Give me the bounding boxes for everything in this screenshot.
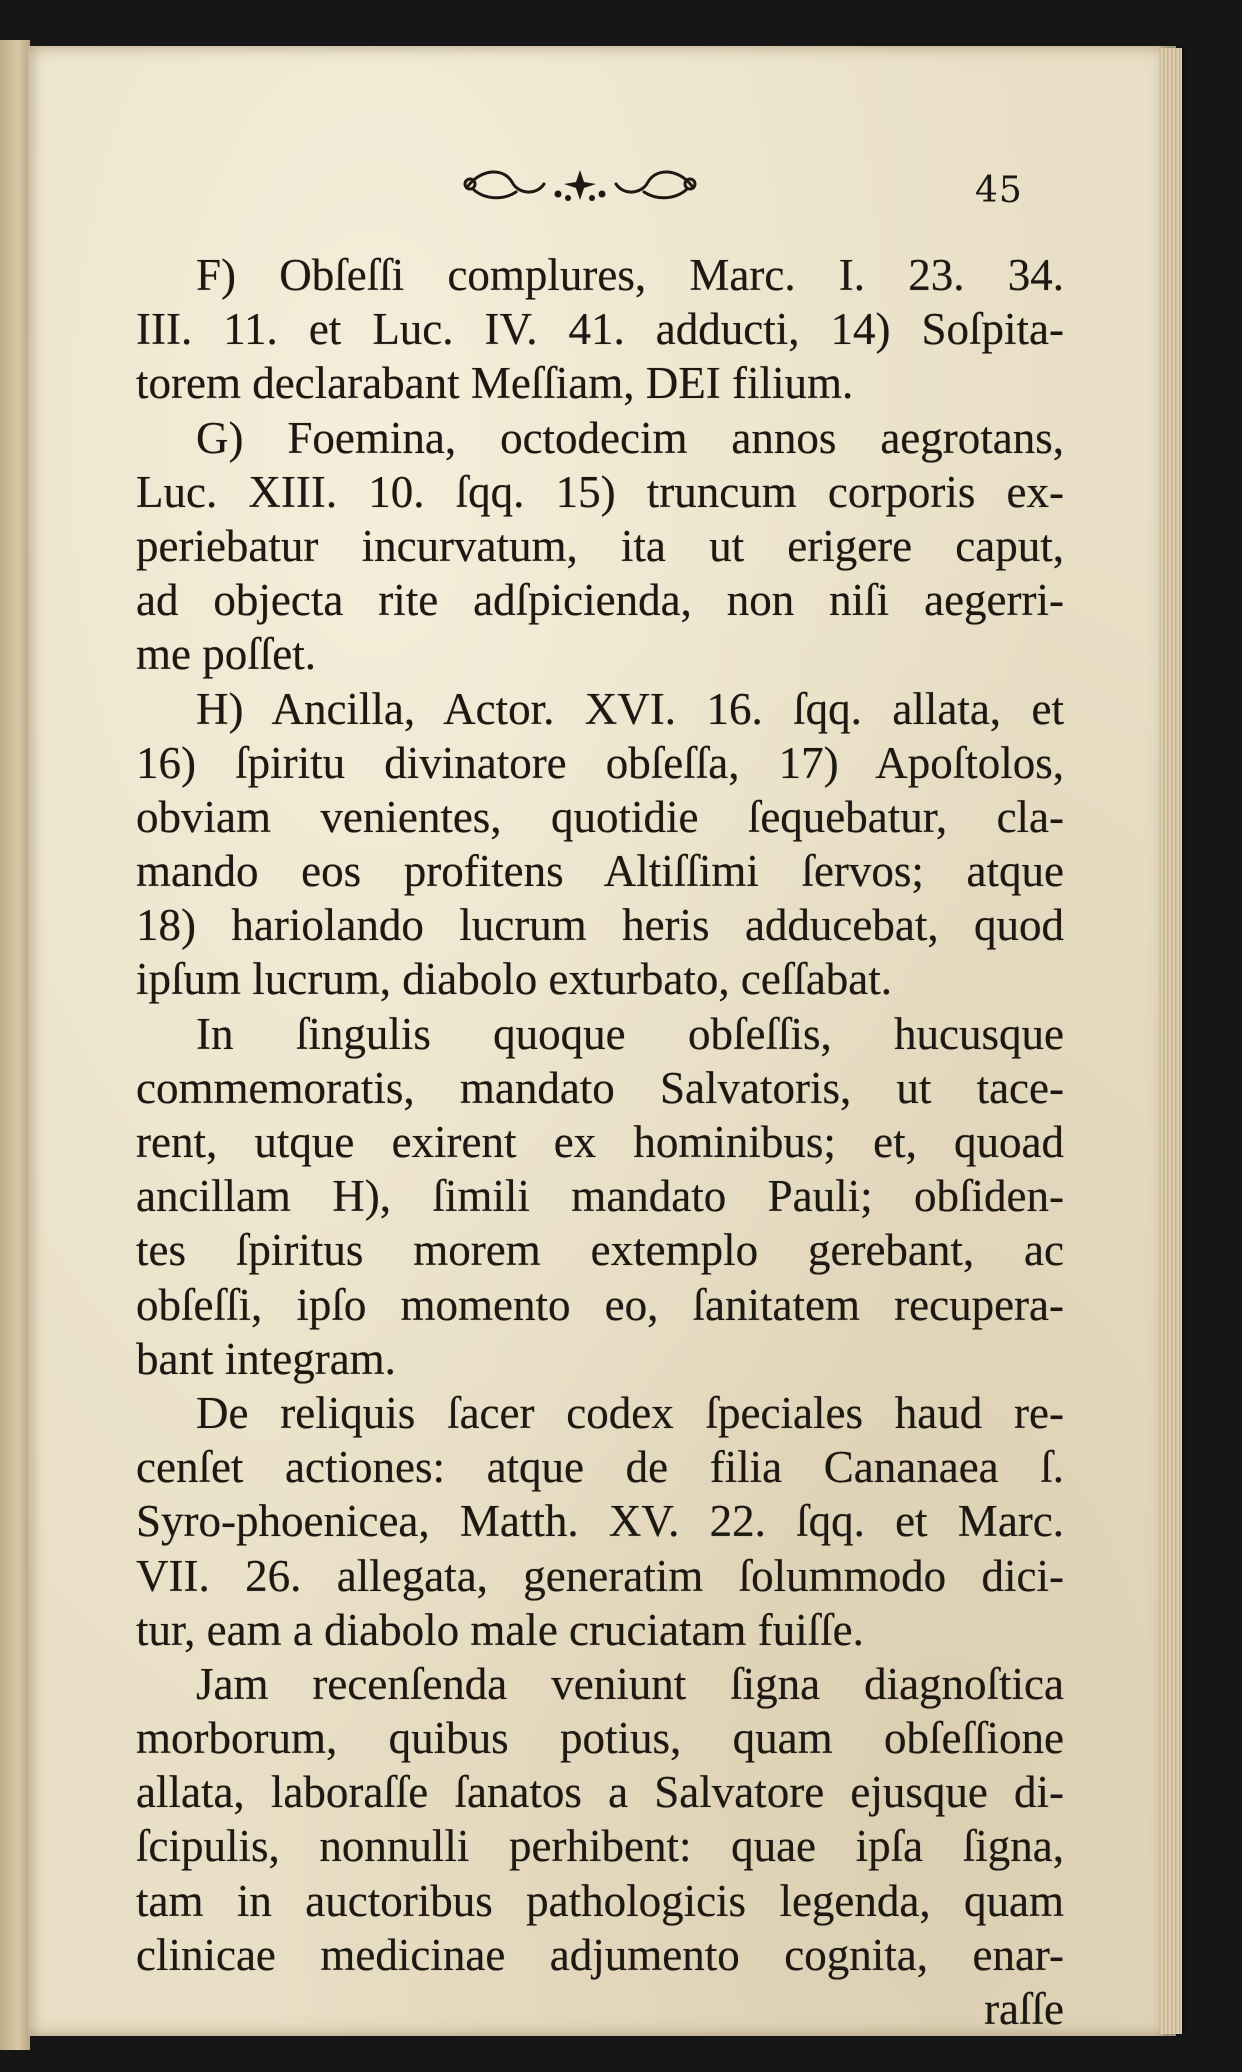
- printers-ornament-icon: [460, 164, 700, 208]
- page-header: [28, 164, 1176, 224]
- text-line: mando eos profitens Altiſſimi ſervos; atque: [136, 846, 1064, 897]
- text-line: 18) hariolando lucrum heris adducebat, quod: [136, 900, 1064, 951]
- text-line: clinicae medicinae adjumento cognita, enar-: [136, 1929, 1064, 1980]
- text-line: tur, eam a diabolo male cruciatam fuiſſe.: [136, 1604, 864, 1655]
- book-page: [28, 46, 1176, 2036]
- text-line: periebatur incurvatum, ita ut erigere caput,: [136, 520, 1064, 571]
- text-line: ancillam H), ſimili mandato Pauli; obſiden-: [136, 1171, 1064, 1222]
- text-line: III. 11. et Luc. IV. 41. adducti, 14) Soſpita-: [136, 304, 1064, 355]
- text-line: cenſet actiones: atque de filia Cananaea ſ.: [136, 1442, 1064, 1493]
- page-number: 45: [975, 170, 1023, 211]
- text-line: ſcipulis, nonnulli perhibent: quae ipſa ſigna,: [136, 1821, 1064, 1872]
- text-line: allata, laboraſſe ſanatos a Salvatore ejusque di-: [136, 1767, 1064, 1818]
- page-fore-edge: [1160, 48, 1182, 2034]
- text-line: morborum, quibus potius, quam obſeſſione: [136, 1713, 1064, 1764]
- text-line: obviam venientes, quotidie ſequebatur, cla-: [136, 791, 1064, 842]
- text-line: ipſum lucrum, diabolo exturbato, ceſſabat.: [136, 954, 893, 1005]
- text-line: VII. 26. allegata, generatim ſolummodo dici-: [136, 1550, 1064, 1601]
- text-line: F) Obſeſſi complures, Marc. I. 23. 34.: [196, 250, 1064, 300]
- text-line: tes ſpiritus morem extemplo gerebant, ac: [136, 1225, 1064, 1276]
- text-line: bant integram.: [136, 1333, 396, 1384]
- body-text: [136, 248, 1064, 2036]
- catchword: raſſe: [984, 1984, 1064, 2034]
- text-line: ad objecta rite adſpicienda, non niſi aegerri-: [136, 575, 1064, 626]
- text-line: 16) ſpiritu divinatore obſeſſa, 17) Apoſtolos,: [136, 737, 1064, 788]
- text-line: G) Foemina, octodecim annos aegrotans,: [196, 412, 1064, 463]
- text-line: Luc. XIII. 10. ſqq. 15) truncum corporis ex-: [136, 466, 1064, 517]
- text-line: commemoratis, mandato Salvatoris, ut tace-: [136, 1062, 1064, 1113]
- text-line: rent, utque exirent ex hominibus; et, quoad: [136, 1117, 1064, 1167]
- text-line: Jam recenſenda veniunt ſigna diagnoſtica: [196, 1658, 1064, 1709]
- text-line: In ſingulis quoque obſeſſis, hucusque: [196, 1008, 1064, 1059]
- text-line: H) Ancilla, Actor. XVI. 16. ſqq. allata, et: [196, 683, 1064, 734]
- text-line: me poſſet.: [136, 629, 316, 680]
- text-line: Syro-phoenicea, Matth. XV. 22. ſqq. et Marc.: [136, 1496, 1064, 1547]
- text-line: tam in auctoribus pathologicis legenda, quam: [136, 1875, 1064, 1926]
- text-line: torem declarabant Meſſiam, DEI filium.: [136, 358, 854, 409]
- text-line: De reliquis ſacer codex ſpeciales haud re-: [196, 1387, 1064, 1438]
- facing-page-edge: [0, 40, 30, 2050]
- text-line: obſeſſi, ipſo momento eo, ſanitatem recupera-: [136, 1279, 1064, 1330]
